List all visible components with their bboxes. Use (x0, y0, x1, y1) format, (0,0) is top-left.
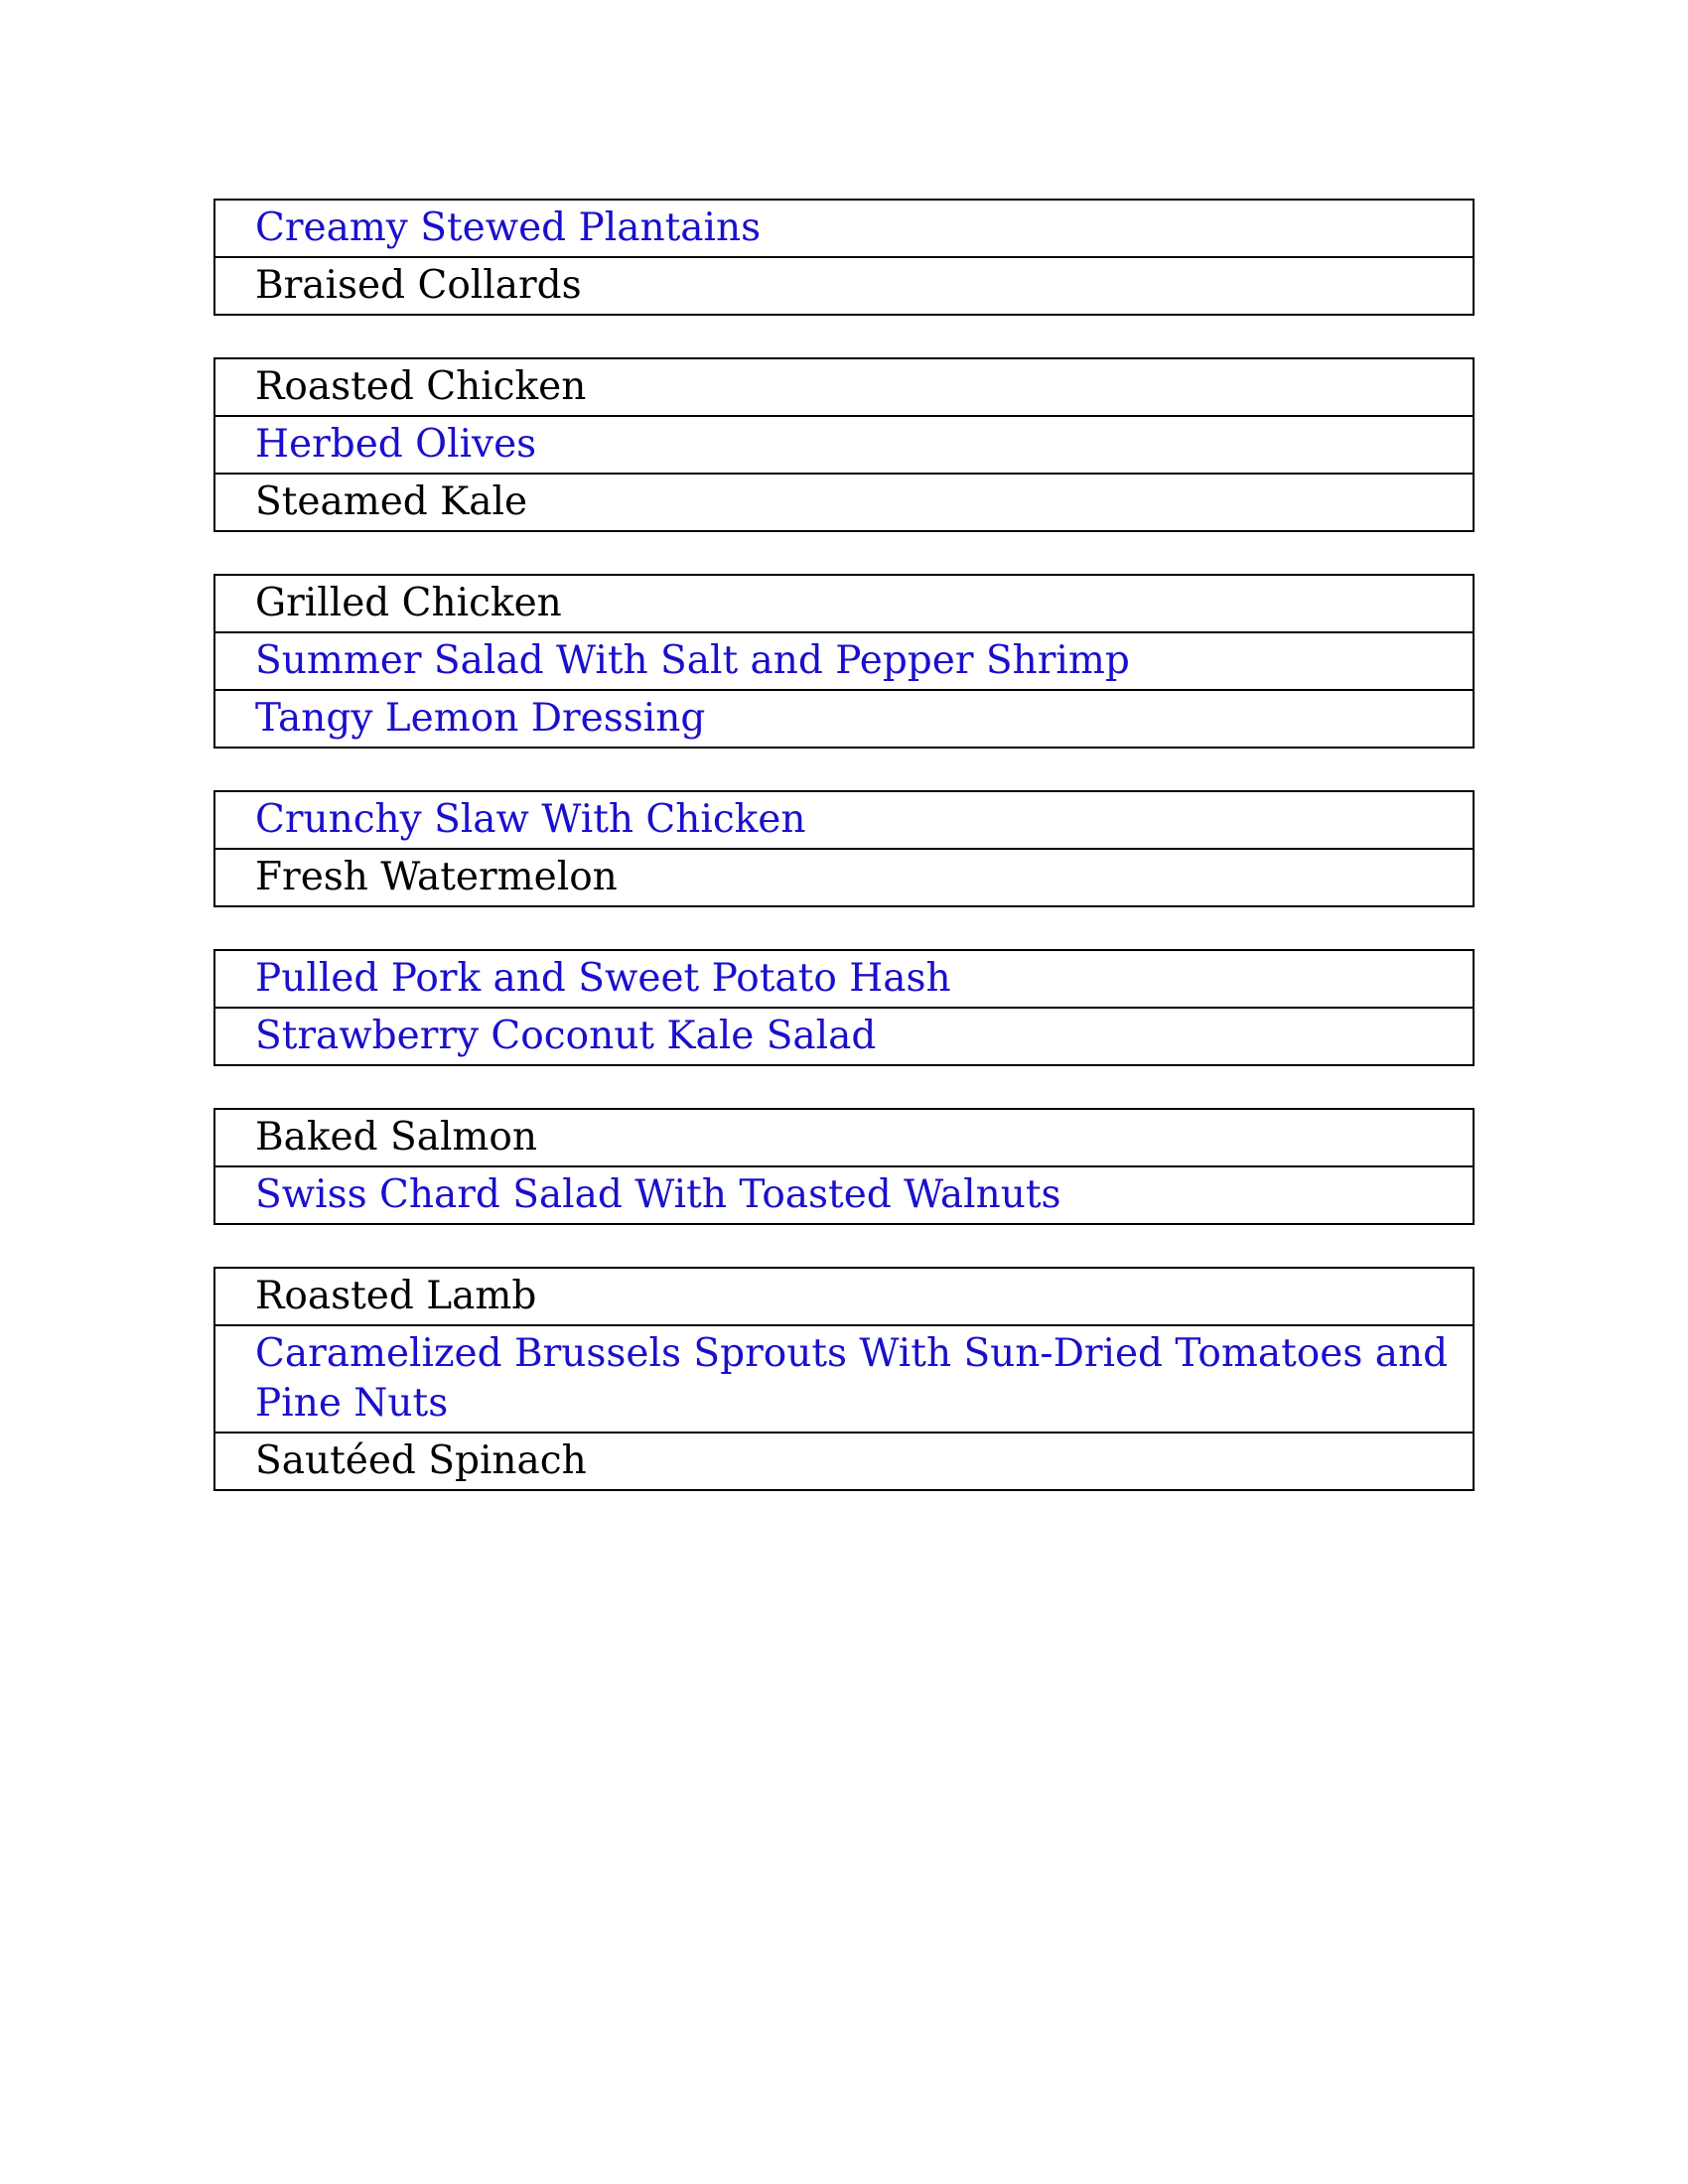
recipe-text: Sautéed Spinach (215, 1432, 1473, 1489)
recipe-link[interactable]: Tangy Lemon Dressing (215, 689, 1473, 747)
recipe-text: Roasted Chicken (255, 364, 587, 409)
meal-plan-list (213, 199, 1475, 1533)
recipe-text: Steamed Kale (215, 473, 1473, 530)
recipe-text: Fresh Watermelon (215, 848, 1473, 905)
recipe-text: Braised Collards (215, 256, 1473, 314)
recipe-text: Roasted Lamb (255, 1274, 537, 1318)
recipe-link[interactable]: Herbed Olives (215, 415, 1473, 473)
recipe-link[interactable]: Summer Salad With Salt and Pepper Shrimp (215, 631, 1473, 689)
recipe-link[interactable]: Pulled Pork and Sweet Potato Hash (255, 956, 951, 1001)
recipe-link[interactable]: Strawberry Coconut Kale Salad (215, 1007, 1473, 1064)
meal-box (213, 790, 1475, 907)
recipe-link[interactable]: Creamy Stewed Plantains (255, 205, 762, 250)
meal-box (213, 199, 1475, 316)
recipe-link[interactable]: Swiss Chard Salad With Toasted Walnuts (215, 1165, 1473, 1223)
recipe-text: Grilled Chicken (255, 581, 562, 625)
meal-box (213, 1108, 1475, 1225)
meal-box (213, 574, 1475, 749)
meal-box (213, 949, 1475, 1066)
recipe-link[interactable]: Caramelized Brussels Sprouts With Sun-Dried Tomatoes and Pine Nuts (215, 1324, 1473, 1432)
meal-box (213, 357, 1475, 532)
recipe-text: Baked Salmon (255, 1115, 538, 1160)
meal-box (213, 1267, 1475, 1491)
recipe-link[interactable]: Crunchy Slaw With Chicken (255, 797, 806, 842)
